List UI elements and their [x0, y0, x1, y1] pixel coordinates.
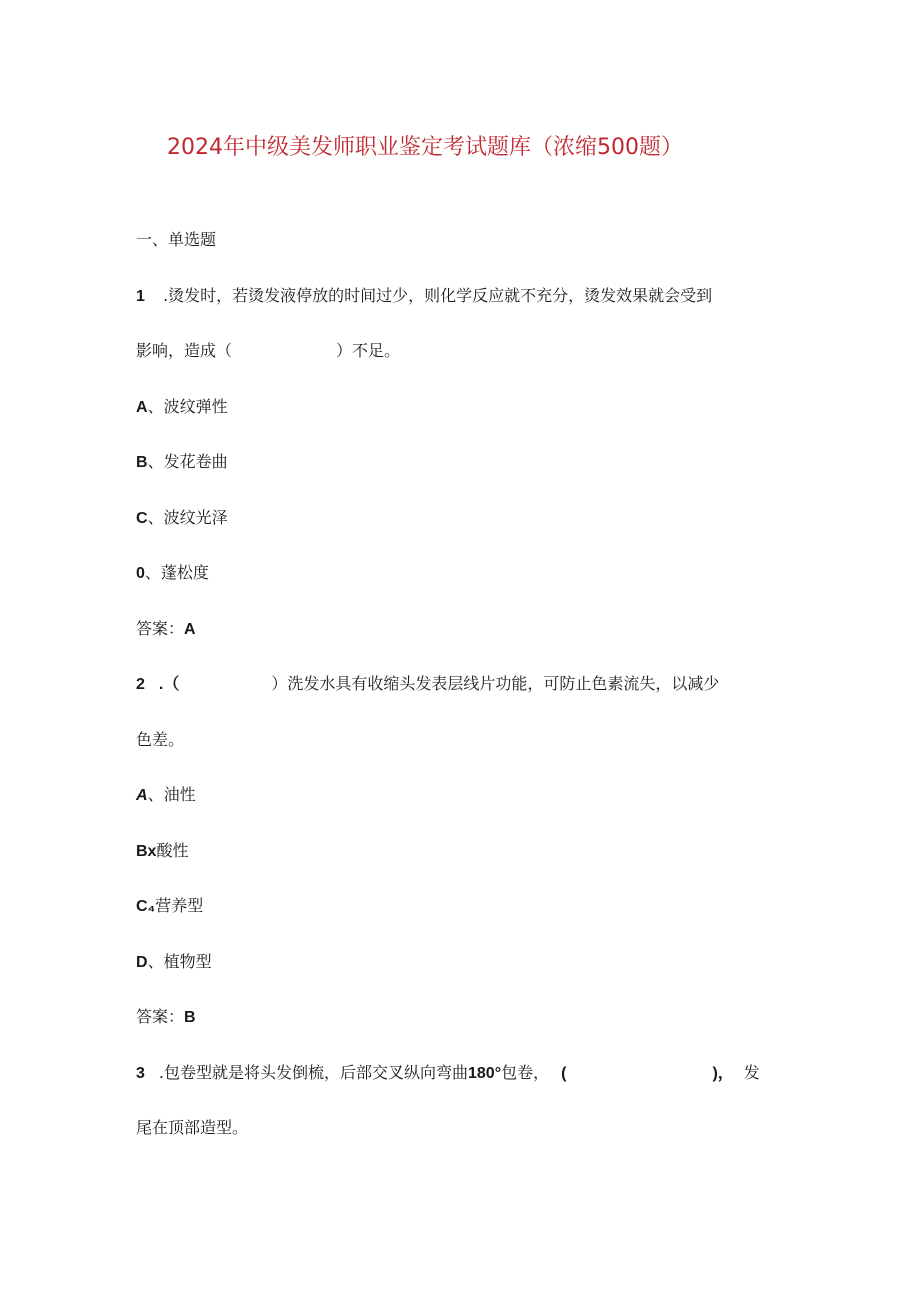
option-text: 波纹弹性	[163, 397, 228, 416]
question-1-answer	[136, 618, 196, 641]
option-separator: 、	[147, 508, 164, 527]
question-3-number: 3	[136, 1065, 145, 1082]
option-label: B	[136, 454, 148, 471]
option-text: 植物型	[163, 952, 212, 971]
question-3-text-c: 发	[743, 1063, 760, 1082]
question-3-paren-close: )，	[712, 1065, 734, 1082]
answer-value: B	[184, 1009, 196, 1026]
question-1-option-c	[136, 507, 228, 530]
question-2-text-a: .（	[158, 676, 180, 693]
question-2-option-c	[136, 895, 203, 918]
question-2-option-a	[136, 784, 196, 807]
question-1-line-1	[136, 285, 712, 308]
answer-label: 答案：	[136, 619, 185, 638]
question-2-line-2: 色差。	[136, 730, 185, 749]
question-3-line-1	[136, 1062, 760, 1085]
question-3-text-b: 包卷，	[501, 1063, 550, 1082]
question-1-text-b: ）不足。	[336, 341, 401, 360]
question-3-line-2: 尾在顶部造型。	[136, 1118, 249, 1137]
option-label: C₄	[136, 898, 156, 915]
question-1-option-a	[136, 396, 228, 419]
question-2-option-d	[136, 951, 212, 974]
question-2-text-b: ）洗发水具有收缩头发表层线片功能，可防止色素流失，以减少	[271, 674, 720, 693]
question-2-answer	[136, 1006, 196, 1029]
question-1-text: .烫发时，若烫发液停放的时间过少，则化学反应就不充分，烫发效果就会受到	[163, 286, 713, 305]
option-separator: 、	[147, 952, 164, 971]
question-1-text-a: 影响，造成（	[136, 341, 233, 360]
answer-label: 答案：	[136, 1007, 185, 1026]
question-1-line-2	[136, 340, 400, 362]
question-2-number: 2	[136, 676, 145, 693]
option-label: 0	[136, 565, 145, 582]
option-text: 波纹光泽	[163, 508, 228, 527]
document-title: 2024年中级美发师职业鉴定考试题库（浓缩500题）	[167, 135, 683, 160]
option-label: A	[136, 787, 148, 804]
question-2-option-b	[136, 840, 188, 863]
option-text: 油性	[163, 785, 196, 804]
option-separator: 、	[147, 452, 164, 471]
option-label: Bx	[136, 843, 157, 860]
answer-value: A	[184, 621, 196, 638]
question-1-option-d	[136, 562, 209, 585]
question-2-line-1	[136, 673, 719, 696]
question-3-paren-open: (	[561, 1065, 567, 1082]
option-separator: 、	[147, 785, 164, 804]
option-separator: 、	[147, 397, 164, 416]
question-1-number: 1	[136, 288, 145, 305]
option-label: D	[136, 954, 148, 971]
option-label: C	[136, 510, 148, 527]
section-heading: 一、单选题	[136, 230, 217, 249]
option-text: 蓬松度	[160, 563, 209, 582]
option-text: 酸性	[156, 841, 189, 860]
option-text: 发花卷曲	[163, 452, 228, 471]
question-3-text-a: .包卷型就是将头发倒梳，后部交叉纵向弯曲	[158, 1063, 468, 1082]
question-1-option-b	[136, 451, 228, 474]
question-3-angle: 180°	[468, 1065, 502, 1082]
option-separator: 、	[144, 563, 161, 582]
option-text: 营养型	[155, 896, 204, 915]
option-label: A	[136, 399, 148, 416]
